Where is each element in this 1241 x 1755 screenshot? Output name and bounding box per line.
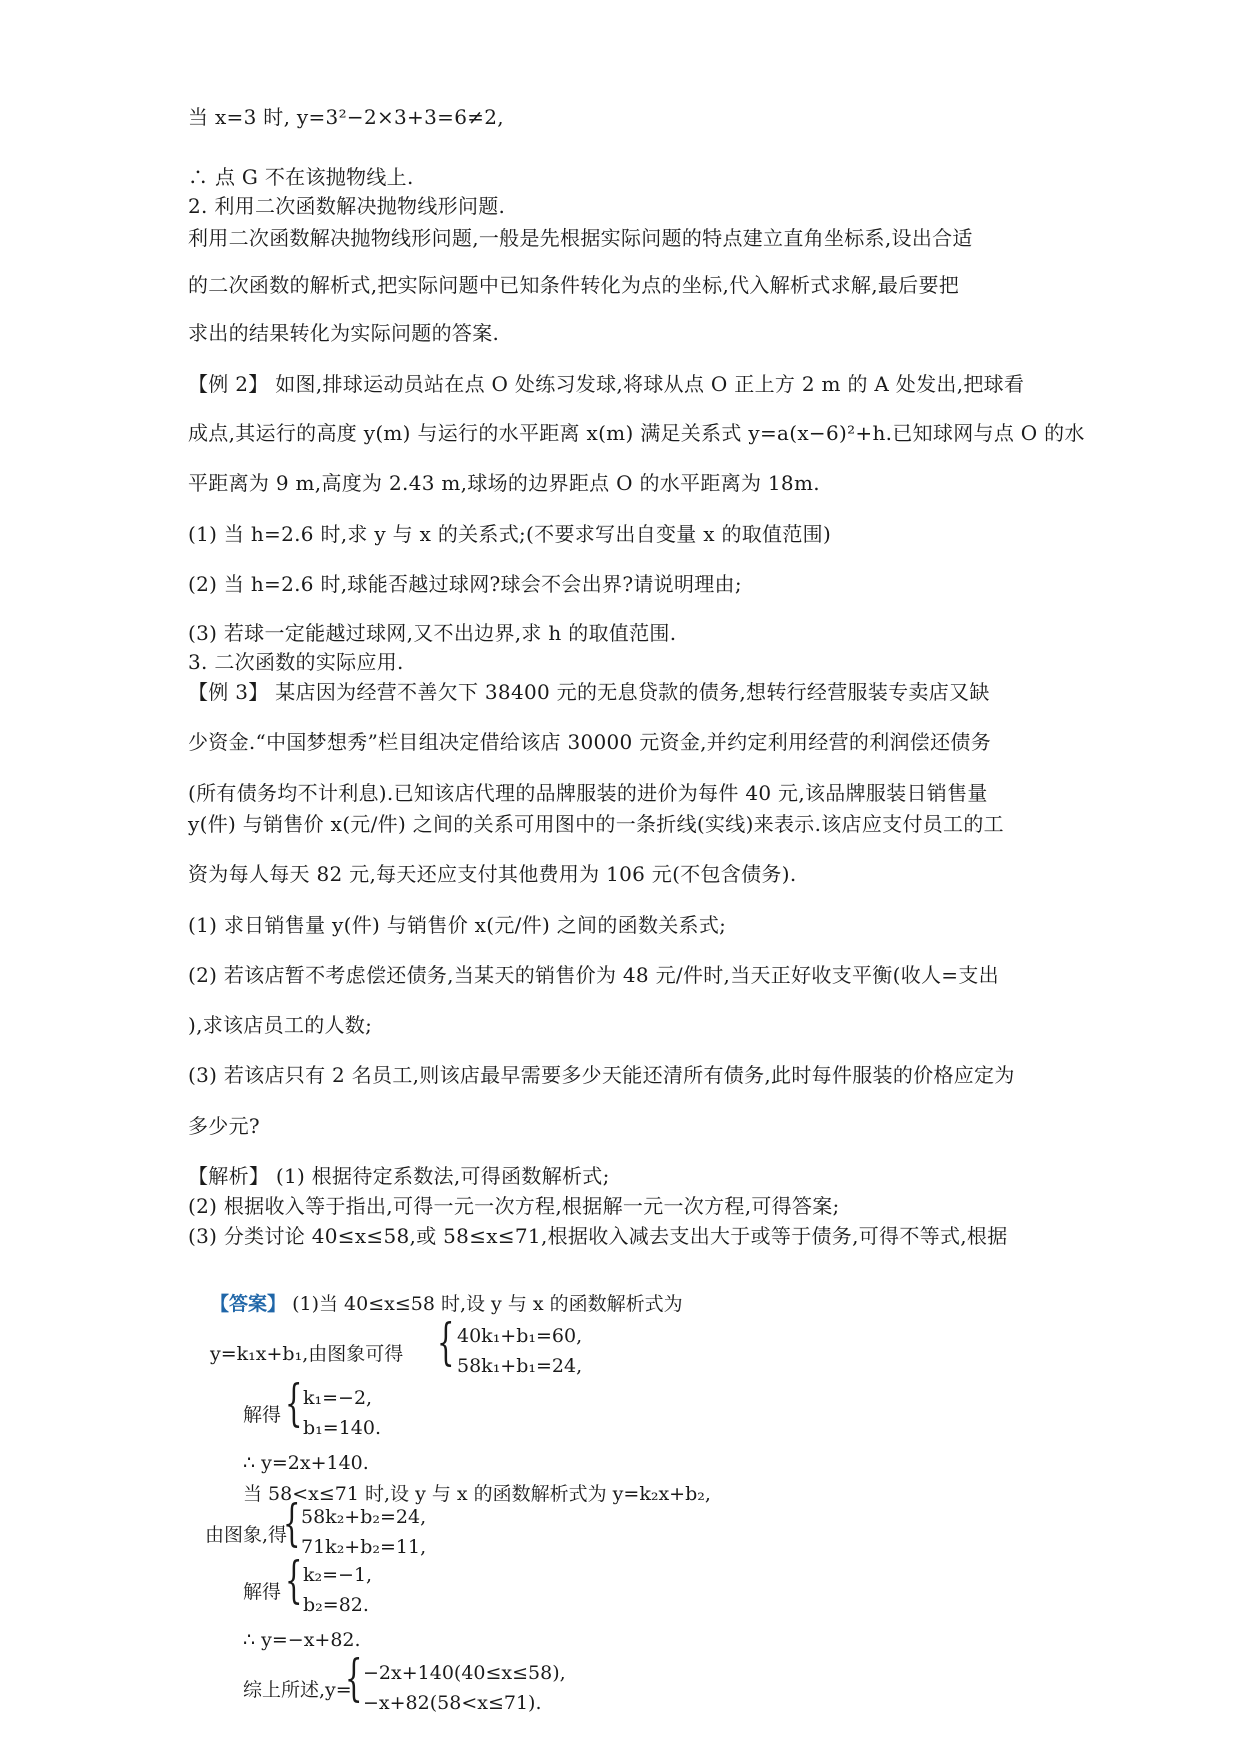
equation-line: k₂=−1,: [303, 1564, 373, 1586]
question-item: (3) 若球一定能越过球网,又不出边界,求 h 的取值范围.: [188, 621, 677, 645]
text-line: 求出的结果转化为实际问题的答案.: [188, 321, 500, 345]
answer-line: 解得: [243, 1404, 282, 1426]
question-item: (3) 若该店只有 2 名员工,则该店最早需要多少天能还清所有债务,此时每件服装的价格应定为: [188, 1063, 1015, 1087]
answer-line: y=k₁x+b₁,由图象可得: [210, 1343, 404, 1365]
question-item: (2) 当 h=2.6 时,球能否越过球网?球会不会出界?请说明理由;: [188, 572, 742, 596]
brace-icon: {: [283, 1494, 301, 1552]
equation-line: −x+82(58<x≤71).: [363, 1692, 542, 1714]
text-line: y(件) 与销售价 x(元/件) 之间的关系可用图中的一条折线(实线)来表示.该店应支付员工的工: [188, 812, 1004, 836]
section-heading: 3. 二次函数的实际应用.: [188, 650, 404, 674]
equation-line: b₂=82.: [303, 1594, 369, 1616]
section-heading: 2. 利用二次函数解决抛物线形问题.: [188, 194, 506, 218]
answer-line: 解得: [243, 1581, 282, 1603]
question-item: (1) 求日销售量 y(件) 与销售价 x(元/件) 之间的函数关系式;: [188, 913, 727, 937]
equation-line: 58k₂+b₂=24,: [301, 1506, 427, 1528]
answer-line: 当 58<x≤71 时,设 y 与 x 的函数解析式为 y=k₂x+b₂,: [243, 1483, 711, 1505]
example-heading: 【例 2】 如图,排球运动员站在点 O 处练习发球,将球从点 O 正上方 2 m 的 A 处发出,把球看: [188, 372, 1025, 396]
answer-line: 由图象,得: [205, 1524, 288, 1546]
text-line: 当 x=3 时, y=3²−2×3+3=6≠2,: [188, 105, 504, 129]
question-item: (2) 若该店暂不考虑偿还债务,当某天的销售价为 48 元/件时,当天正好收支平衡(收人=支出: [188, 963, 999, 987]
text-line: 少资金.“中国梦想秀”栏目组决定借给该店 30000 元资金,并约定利用经营的利润偿还债务: [188, 730, 992, 754]
text-line: 资为每人每天 82 元,每天还应支付其他费用为 106 元(不包含债务).: [188, 862, 797, 886]
brace-icon: {: [437, 1313, 455, 1371]
brace-icon: {: [285, 1374, 303, 1432]
equation-line: 71k₂+b₂=11,: [301, 1536, 427, 1558]
equation-line: 58k₁+b₁=24,: [457, 1355, 583, 1377]
equation-line: b₁=140.: [303, 1417, 382, 1439]
text-line: 成点,其运行的高度 y(m) 与运行的水平距离 x(m) 满足关系式 y=a(x−6)²+h.已知球网与点 O 的水: [188, 421, 1085, 445]
example-heading: 【例 3】 某店因为经营不善欠下 38400 元的无息贷款的债务,想转行经营服装专卖店又缺: [188, 680, 990, 704]
text-line: (3) 分类讨论 40≤x≤58,或 58≤x≤71,根据收入减去支出大于或等于债务,可得不等式,根据: [188, 1224, 1008, 1248]
text-line: ∴ 点 G 不在该抛物线上.: [188, 165, 414, 189]
text-line: 平距离为 9 m,高度为 2.43 m,球场的边界距点 O 的水平距离为 18m.: [188, 471, 820, 495]
answer-image: [205, 1273, 817, 1755]
question-item: (1) 当 h=2.6 时,求 y 与 x 的关系式;(不要求写出自变量 x 的取值范围): [188, 522, 832, 546]
answer-line: ∴ y=2x+140.: [243, 1452, 369, 1474]
text-line: 多少元?: [188, 1114, 260, 1138]
text-line: (2) 根据收入等于指出,可得一元一次方程,根据解一元一次方程,可得答案;: [188, 1194, 840, 1218]
text-line: 利用二次函数解决抛物线形问题,一般是先根据实际问题的特点建立直角坐标系,设出合适: [188, 226, 973, 250]
answer-line: ∴ y=−x+82.: [243, 1629, 361, 1651]
answer-tag: 【答案】: [210, 1293, 287, 1315]
brace-icon: {: [345, 1649, 363, 1707]
text-line: ),求该店员工的人数;: [188, 1013, 373, 1037]
equation-line: −2x+140(40≤x≤58),: [363, 1662, 566, 1684]
text-line: 的二次函数的解析式,把实际问题中已知条件转化为点的坐标,代入解析式求解,最后要把: [188, 273, 960, 297]
text-line: (所有债务均不计利息).已知该店代理的品牌服装的进价为每件 40 元,该品牌服装日销售量: [188, 781, 988, 805]
equation-line: k₁=−2,: [303, 1387, 373, 1409]
analysis-heading: 【解析】 (1) 根据待定系数法,可得函数解析式;: [188, 1164, 610, 1188]
brace-icon: {: [285, 1551, 303, 1609]
answer-text: (1)当 40≤x≤58 时,设 y 与 x 的函数解析式为: [292, 1293, 683, 1315]
equation-line: 40k₁+b₁=60,: [457, 1325, 583, 1347]
answer-line: 综上所述,y=: [243, 1679, 352, 1701]
